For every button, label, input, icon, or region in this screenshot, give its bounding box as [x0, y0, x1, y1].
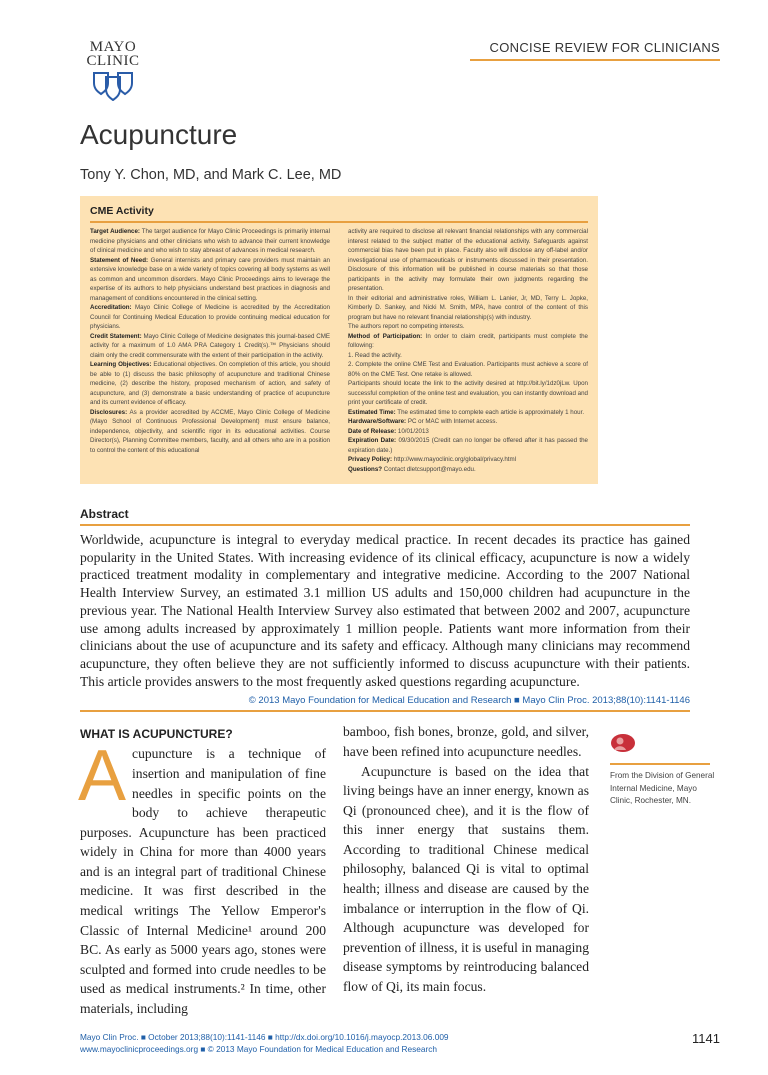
sidebar — [610, 722, 720, 808]
article-authors: Tony Y. Chon, MD, and Mark C. Lee, MD — [80, 167, 342, 183]
footer-citation: Mayo Clin Proc. ■ October 2013;88(10):1141-1146 ■ http://dx.doi.org/10.1016/j.mayocp.2013.06.009 — [80, 1031, 449, 1042]
page-number: 1141 — [692, 1030, 720, 1046]
cme-item-text: The target audience for Mayo Clinic Proceedings is primarily internal medicine physicians and other clinicians who wish to advance their current knowledge of clinical medicine and who wish to stay abreast of advances in medical research. — [90, 228, 330, 254]
footer-lines — [80, 1031, 449, 1055]
body-columns — [80, 722, 720, 1018]
cme-item — [348, 332, 588, 351]
cme-item-label: Expiration Date: — [348, 437, 397, 444]
author-affiliation: From the Division of General Internal Medicine, Mayo Clinic, Rochester, MN. — [610, 771, 715, 806]
cme-item — [90, 332, 330, 361]
cme-item — [348, 227, 588, 294]
logo-line2: CLINIC — [86, 53, 140, 69]
author-portrait-icon — [610, 732, 636, 754]
cme-item — [348, 465, 588, 475]
cme-left-column — [90, 227, 330, 474]
cme-item-label: Statement of Need: — [90, 256, 149, 264]
cme-item-text: 09/30/2015 (Credit can no longer be offered after it has passed the expiration date.) — [348, 437, 588, 454]
cme-item — [90, 256, 330, 304]
cme-item-text: Educational objectives. On completion of this article, you should be able to (1) discuss the basic philosophy of acupuncture and traditional Chinese medicine, (2) describe the history, proposed mechanism of action, and safety of acupuncture, and (3) demonstrate a basic understanding of practice of acupuncture and its current evidence of efficacy. — [90, 361, 330, 406]
cme-item — [348, 436, 588, 455]
cme-item-text: PC or MAC with Internet access. — [406, 418, 498, 425]
cme-item-text: The estimated time to complete each article is approximately 1 hour. — [395, 408, 585, 416]
cme-item-text: 1. Read the activity. — [348, 351, 402, 359]
cme-item-text: 2. Complete the online CME Test and Evaluation. Participants must achieve a score of 80% on the CME Test. One retake is allowed. — [348, 361, 588, 378]
cme-item-text: http://www.mayoclinic.org/global/privacy.html — [392, 456, 517, 463]
cme-item-label: Method of Participation: — [348, 332, 423, 340]
cme-item — [348, 379, 588, 408]
cme-item-text: Mayo Clinic College of Medicine designates this journal-based CME activity for a maximum of 1.0 AMA PRA Category 1 Credit(s).™ Physicians should claim only the credit commensurate with the extent of their participation in the activity. — [90, 332, 330, 359]
cme-activity-box — [80, 196, 598, 484]
article-content — [80, 0, 720, 1075]
abstract-bottom-rule — [80, 710, 690, 712]
cme-item — [348, 294, 588, 323]
cme-item-label: Privacy Policy: — [348, 456, 393, 463]
body-column-1 — [80, 722, 326, 1018]
cme-item — [348, 322, 588, 332]
cme-item — [348, 408, 588, 418]
cme-item — [90, 227, 330, 256]
cme-item-label: Hardware/Software: — [348, 418, 407, 425]
body-paragraph: cupuncture is a technique of insertion and manipulation of fine needles in specific points on the body to achieve therapeutic purposes. Acupuncture has been practiced widely in China for more than 4000 years and is an integral part of traditional Chinese medicine. It was first described in the medical writings The Yellow Emperor's Classic of Internal Medicine¹ around 200 BC. As early as 5000 years ago, stones were sculpted and formed into crude needles to be used as medical instruments.² In time, other materials, including — [80, 746, 326, 1017]
cme-item-label: Accreditation: — [90, 304, 132, 311]
cme-item-text: Contact dletcsupport@mayo.edu. — [382, 465, 476, 473]
abstract-copyright: © 2013 Mayo Foundation for Medical Education and Research ■ Mayo Clin Proc. 2013;88(10):1141-1146 — [248, 695, 690, 707]
cme-item-label: Date of Release: — [348, 427, 397, 435]
cme-item-text: In order to claim credit, participants must complete the following: — [348, 332, 588, 349]
section-heading: WHAT IS ACUPUNCTURE? — [80, 727, 233, 742]
cme-heading: CME Activity — [90, 205, 154, 217]
cme-item-text: General internists and primary care providers must maintain an extensive knowledge base on a wide variety of topics covering all body systems as well as common and uncommon disorders. Mayo Clinic Proceedings aims to leverage the expertise of its authors to help physicians understand best practices in diagnosis and management of conditions encountered in the clinical setting. — [90, 256, 331, 302]
cme-item-text: As a provider accredited by ACCME, Mayo Clinic College of Medicine (Mayo School of Continuous Professional Development) must ensure balance, independence, objectivity, and scientific rigor in its educational activities. Course Director(s), Planning Committee members, faculty, and all others who are in a position to control the content of this educational — [90, 408, 330, 454]
logo-line1: MAYO — [89, 39, 137, 55]
footer-website: www.mayoclinicproceedings.org ■ © 2013 Mayo Foundation for Medical Education and Research — [80, 1043, 438, 1054]
cme-item — [348, 351, 588, 361]
cme-columns — [90, 227, 588, 474]
cme-item-label: Questions? — [348, 465, 383, 473]
abstract-heading: Abstract — [80, 507, 129, 521]
body-paragraph: Acupuncture is based on the idea that living beings have an inner energy, known as Qi (pronounced chee), and it is the flow of this inner energy that sustains them. According to traditional Chinese medical philosophy, balanced Qi is vital to optimal health; illness and disease are caused by the imbalance or interruption in the flow of Qi. Although acupuncture was developed for prevention of illness, it is useful in managing disease symptoms by reintroducing balanced flow of Qi, its main focus. — [343, 763, 589, 995]
cme-item-label: Credit Statement: — [90, 332, 142, 340]
cme-item-label: Disclosures: — [90, 408, 128, 416]
cme-item-text: In their editorial and administrative roles, William L. Lanier, Jr, MD, Terry L. Jopke, Kimberly D. Sankey, and Nicki M. Smith, MPA, have control of the content of this program but have no relevant financial relationship(s) with industry. — [348, 294, 588, 321]
abstract-rule — [80, 524, 690, 526]
cme-item-label: Learning Objectives: — [90, 361, 152, 368]
cme-item — [348, 417, 588, 427]
cme-item — [90, 303, 330, 332]
cme-item-label: Target Audience: — [90, 228, 140, 235]
body-paragraph: bamboo, fish bones, bronze, gold, and silver, have been refined into acupuncture needles. — [343, 724, 589, 759]
cme-right-column — [348, 227, 588, 474]
body-column-2 — [343, 722, 589, 996]
cme-item-text: Participants should locate the link to the activity desired at http://bit.ly/1dz0jLw. Upon successful completion of the online test and evaluation, you can instantly download and print your certificate of credit. — [348, 380, 588, 406]
cme-item-text: The authors report no competing interests. — [348, 323, 465, 330]
abstract-text: Worldwide, acupuncture is integral to everyday medical practice. In recent decades its practice has gained popularity in the United States. With increasing evidence of its clinical efficacy, acupuncture is now a widely practiced treatment modality in complementary and integrative medicine. According to the 2007 National Health Interview Survey, an estimated 3.1 million US adults and 150,000 children had acupuncture in the previous year. The National Health Interview Survey also estimated that between 2002 and 2007, acupuncture use among adults increased by approximately 1 million people. Patients want more information from their clinicians about the use of acupuncture and its safety and efficacy. Although many clinicians may recommend acupuncture, they often believe they are not sufficiently informed to discuss acupuncture with their patients. This article provides answers to the most frequently asked questions regarding acupuncture. — [80, 532, 690, 689]
cme-item — [348, 455, 588, 465]
cme-item — [90, 360, 330, 408]
cme-item-text: activity are required to disclose all relevant financial relationships with any commercial interest related to the subject matter of the educational activity. Safeguards against commercial bias have been put in place. Faculty also will disclose any off-label and/or investigational use of pharmaceuticals or instruments discussed in their presentation. Disclosure of this information will be published in course materials so that those participants in the activity may formulate their own judgments regarding the presentation. — [348, 228, 588, 292]
cme-item — [90, 408, 330, 456]
cme-item — [348, 427, 588, 437]
page-footer — [80, 1031, 720, 1075]
section-label: CONCISE REVIEW FOR CLINICIANS — [489, 40, 720, 55]
drop-cap: A — [78, 736, 127, 817]
cme-item — [348, 360, 588, 379]
cme-item-label: Estimated Time: — [348, 408, 396, 416]
sidebar-rule — [610, 763, 710, 765]
cme-rule — [90, 221, 588, 223]
cme-item-text: Mayo Clinic College of Medicine is accredited by the Accreditation Council for Continuing Medical Education to provide continuing medical education for physicians. — [90, 304, 330, 330]
cme-item-text: 10/01/2013 — [396, 427, 429, 435]
article-title: Acupuncture — [80, 119, 238, 150]
